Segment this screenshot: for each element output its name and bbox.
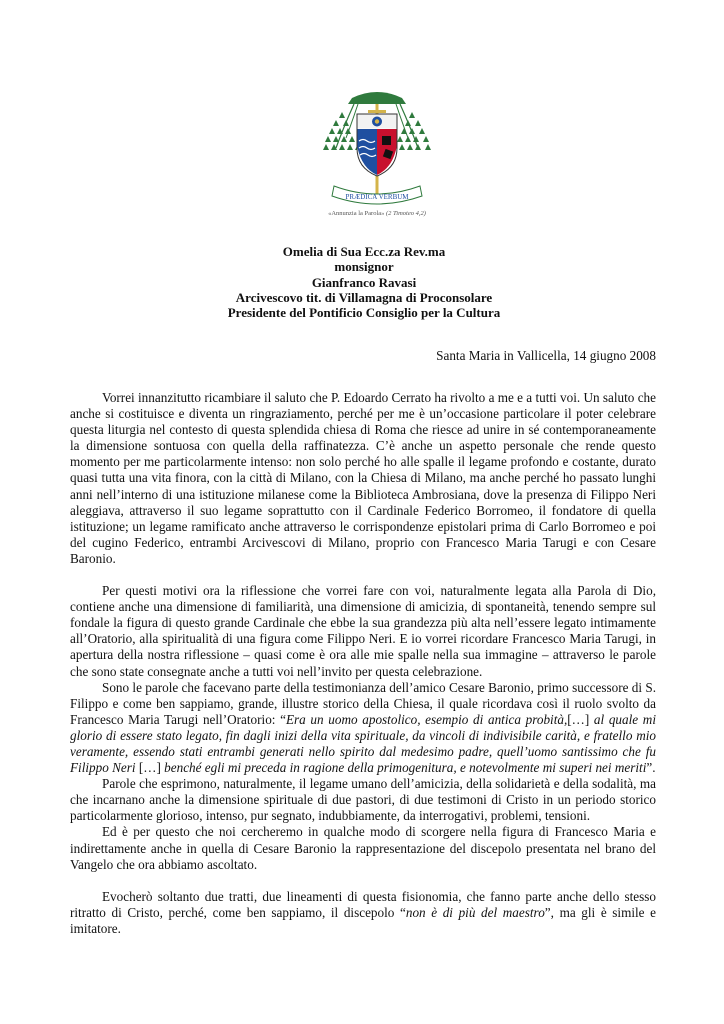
motto-banner-text: PRÆDICA VERBUM xyxy=(345,193,409,201)
paragraph-1: Vorrei innanzitutto ricambiare il saluto che P. Edoardo Cerrato ha rivolto a me e a tutti voi. Un saluto che anche si costituisce e diventa un ringraziamento, perché per me è un’occasione particolare il poter celebrare questa liturgia nel contesto di questa splendida chiesa di Roma che riesce ad unire in sé contemporaneamente la dimensione sontuosa con quella della raffinatezza. C’è anche un aspetto personale che rende questo momento per me particolarmente intenso: non solo perché ho alle spalle il legame profondo e costante, durato quasi tutta una vita finora, con la città di Milano, con la Chiesa di Milano, ma anche perché ho passato lunghi anni nell’interno di una istituzione milanese come la Biblioteca Ambrosiana, dove la presenza di Filippo Neri aleggiava, attraverso il suo legame soprattutto con il Cardinale Federico Borromeo, il fondatore di quella istituzione; un legame ramificato anche attraverso le corrispondenze epistolari prima di Carlo Borromeo e poi del cugino Federico, entrambi Arcivescovi di Milano, proprio con Francesco Maria Tarugi e con Cesare Baronio. xyxy=(70,390,656,566)
crest-citation xyxy=(322,210,432,217)
quote-baronio-3: benché egli mi preceda in ragione della primogenitura, e notevolmente mi superi nei meriti xyxy=(164,760,647,776)
quote-maestro: non è di più del maestro xyxy=(405,904,545,920)
ellipsis-1: […] xyxy=(567,711,594,727)
crest-citation-text: «Annunzia la Parola» xyxy=(328,210,385,217)
heading-line-2: monsignor xyxy=(334,259,394,275)
heading-line-5: Presidente del Pontificio Consiglio per la Cultura xyxy=(227,305,501,321)
paragraph-4: Parole che esprimono, naturalmente, il legame umano dell’amicizia, della solidarietà e della sodalità, ma che incarnano anche la dimensione spirituale di due pastori, di due testimoni di Cristo in un periodo storico particolarmente glorioso, intenso, pur segnato, indubbiamente, da interrogativi, problemi, tensioni. xyxy=(70,776,656,824)
heading-line-1: Omelia di Sua Ecc.za Rev.ma xyxy=(282,244,446,259)
paragraph-6-intro: Evocherò soltanto due tratti, due lineamenti di questa fisionomia, che fanno parte anche dello stesso ritratto di Cristo, perché, come ben sappiamo, il discepolo “ xyxy=(70,888,656,920)
paragraph-3 xyxy=(70,680,656,777)
quote-baronio-2: al quale mi glorio di essere stato legato, fin dagli inizi della vita spirituale, da vincoli di indivisibile carità, e fratello mio veramente, essendo stati entrambi generati nello spirito dal medesimo padre, quell’uomo santissimo che fu Filippo Neri xyxy=(70,711,656,776)
paragraph-3-intro: Sono le parole che facevano parte della testimonianza dell’amico Cesare Baronio, primo successore di S. Filippo e come ben sappiamo, grande, illustre storico della Chiesa, il quale ricordava così il ruolo svolto da Francesco Maria Tarugi nell’Oratorio: “ xyxy=(70,679,656,727)
ellipsis-2: […] xyxy=(135,760,165,776)
heading-line-3: Gianfranco Ravasi xyxy=(311,274,417,290)
coat-of-arms-emblem xyxy=(322,86,432,222)
paragraph-6 xyxy=(70,889,656,937)
document-heading xyxy=(70,244,658,320)
paragraph-6-end: ”, ma gli è simile e imitatore. xyxy=(70,904,657,936)
homily-body xyxy=(70,374,656,937)
quote-baronio-1: Era un uomo apostolico, esempio di antica probità, xyxy=(285,711,568,727)
paragraph-3-end: ”. xyxy=(646,760,656,776)
paragraph-2: Per questi motivi ora la riflessione che vorrei fare con voi, naturalmente legata alla Parola di Dio, contiene anche una dimensione di familiarità, una dimensione di amicizia, di spontaneità, tenendo sempre sul fondale la figura di questo grande Cardinale che ebbe la sua grandezza più alta nell’essere legato intimamente all’Oratorio, alla spiritualità di una figura come Filippo Neri. E io vorrei ricordare Francesco Maria Tarugi, in apertura della nostra riflessione – quasi come è ora alle mie spalle nella sua immagine – attraverso le parole che sono state consegnate anche a tutti voi nell’invito per questa celebrazione. xyxy=(70,583,656,679)
heading-line-4: Arcivescovo tit. di Villamagna di Proconsolare xyxy=(235,289,493,305)
paragraph-5: Ed è per questo che noi cercheremo in qualche modo di scorgere nella figura di Francesco Maria e indirettamente anche in quella di Cesare Baronio la rappresentazione del discepolo presentata nel brano del Vangelo che ora abbiamo ascoltato. xyxy=(70,824,656,872)
place-and-date: Santa Maria in Vallicella, 14 giugno 2008 xyxy=(436,348,656,363)
crest-citation-ref: (2 Timoteo 4,2) xyxy=(386,210,426,217)
